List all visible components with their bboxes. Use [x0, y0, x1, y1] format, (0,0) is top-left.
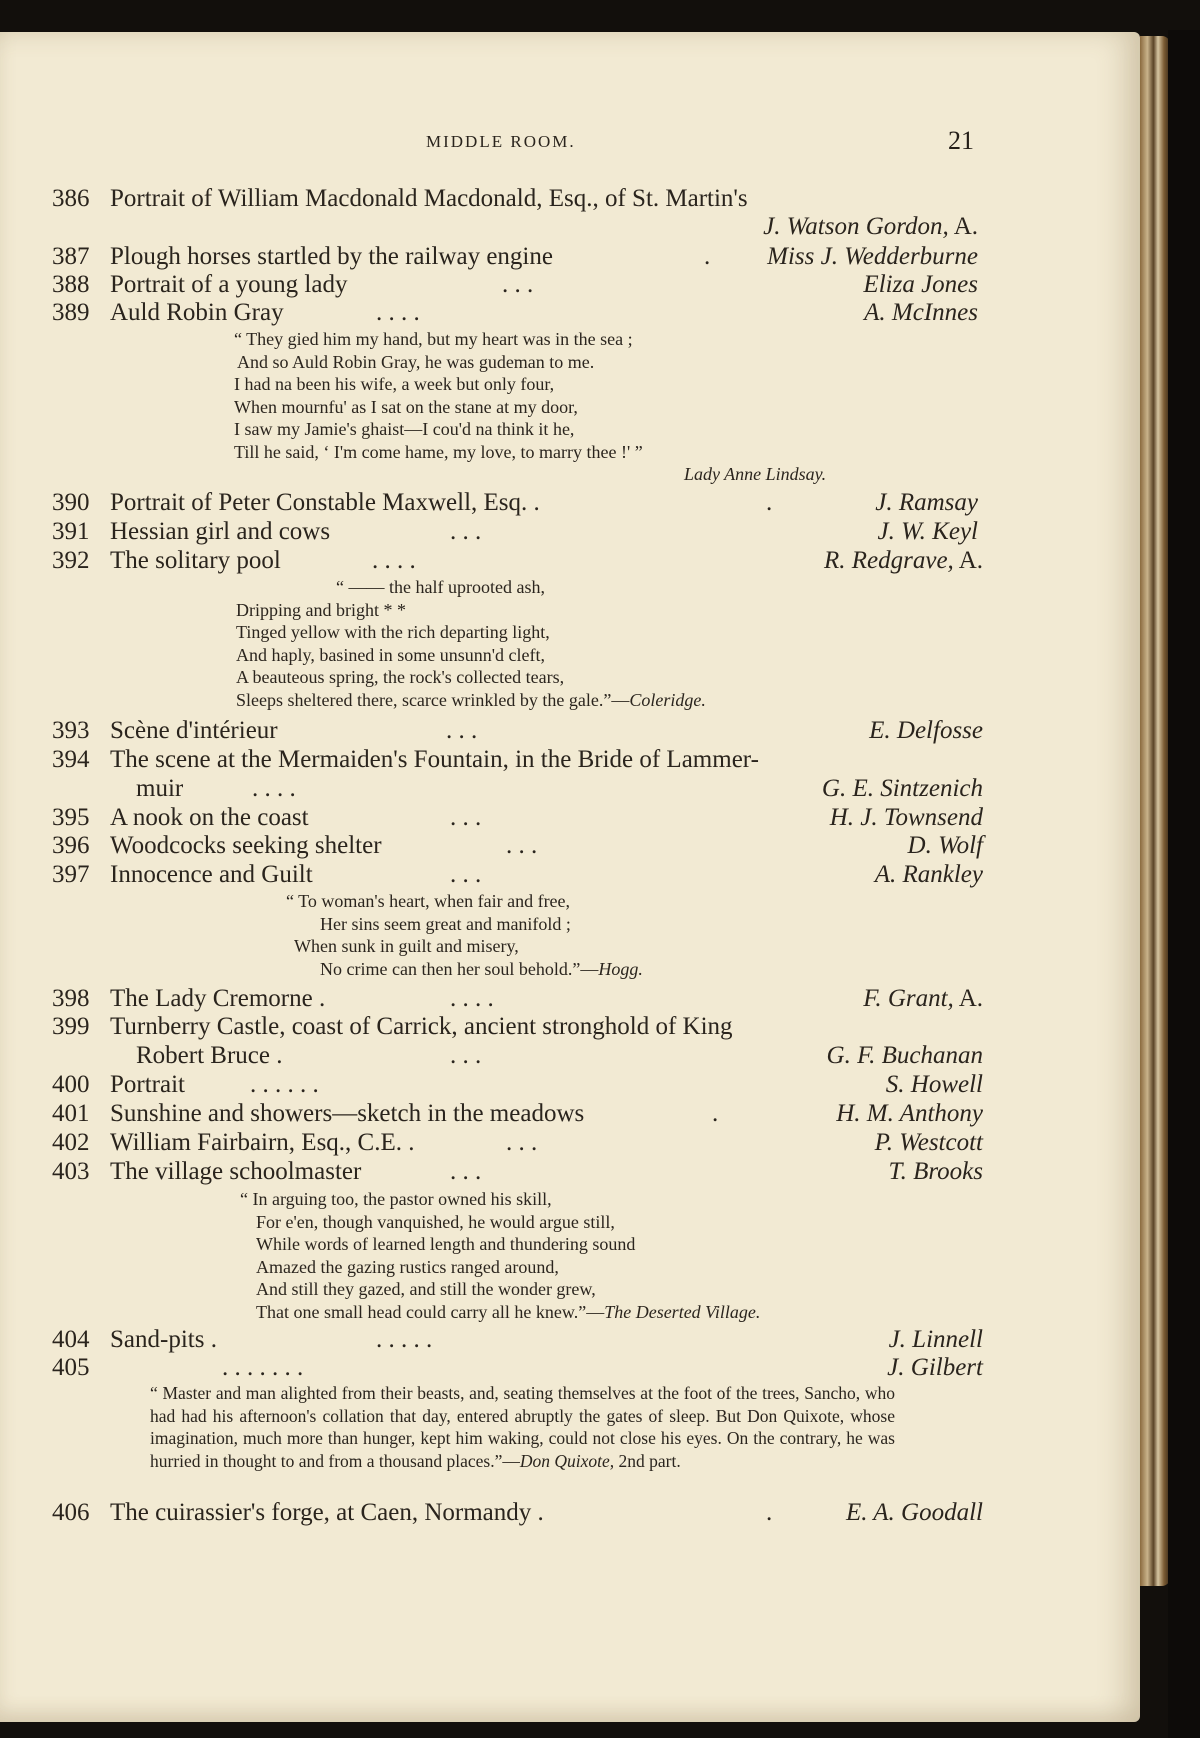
page-edge [1140, 36, 1170, 1586]
artist-name: S. Howell [885, 1071, 983, 1098]
artist-name: P. Westcott [874, 1129, 983, 1156]
artist-suffix: A. [958, 547, 983, 574]
entry-number: 401 [52, 1100, 90, 1127]
quote-line: I saw my Jamie's ghaist—I cou'd na think it he, [234, 419, 575, 439]
catalogue-entry-390 [0, 488, 1140, 518]
quote-attribution-suffix: 2nd part. [618, 1450, 681, 1471]
page-header [0, 126, 1140, 166]
artist-name: J. Gilbert [887, 1354, 983, 1381]
running-head: MIDDLE ROOM. [426, 132, 576, 151]
leader-dots: . . . [450, 1042, 482, 1069]
leader-dots: . . . . [376, 299, 420, 326]
entry-title: The scene at the Mermaiden's Fountain, in the Bride of Lammer- [110, 746, 759, 773]
entry-title-continued: muir [136, 775, 184, 802]
leader-dots: . [712, 1100, 719, 1127]
quote-attribution: Coleridge. [629, 689, 706, 710]
artist-name: Eliza Jones [863, 271, 978, 298]
entry-title: Auld Robin Gray [110, 299, 284, 326]
catalogue-entry-387 [0, 242, 1140, 272]
entry-title: Woodcocks seeking shelter [110, 832, 382, 859]
quote-line: That one small head could carry all he knew.”— [256, 1301, 605, 1322]
quote-line: Till he said, ‘ I'm come hame, my love, to marry thee !' ” [234, 441, 643, 462]
entry-title: Turnberry Castle, coast of Carrick, ancient stronghold of King [110, 1013, 733, 1040]
entry-number: 387 [52, 243, 90, 270]
artist-name: G. E. Sintzenich [821, 775, 983, 802]
entry-number: 393 [52, 717, 90, 744]
catalogue-entry-386 [0, 184, 1140, 214]
quote-line: And haply, basined in some unsunn'd cleft, [236, 644, 546, 665]
artist-name: J. Ramsay [875, 489, 978, 516]
catalogue-entry-391 [0, 517, 1140, 547]
entry-number: 388 [52, 271, 90, 298]
catalogue-entry-392 [0, 546, 1140, 576]
quote-line: “ They gied him my hand, but my heart was in the sea ; [234, 329, 633, 349]
catalogue-entry-398 [0, 984, 1140, 1014]
catalogue-entry-399 [0, 1012, 1140, 1042]
entry-title: Portrait [110, 1071, 185, 1098]
quote-line: “ —— the half uprooted ash, [336, 577, 545, 597]
catalogue-entry-386-artist-line [0, 212, 1140, 242]
quote-attribution: Hogg. [598, 958, 643, 979]
catalogue-entry-399-continued [0, 1041, 1140, 1071]
entry-number: 390 [52, 489, 90, 516]
entry-title: The cuirassier's forge, at Caen, Normandy . [110, 1499, 544, 1526]
catalogue-entry-388 [0, 270, 1140, 300]
artist-suffix: A. [953, 213, 978, 240]
leader-dots: . [704, 243, 711, 270]
artist-name: R. Redgrave, [824, 547, 954, 574]
entry-title: William Fairbairn, Esq., C.E. . [110, 1129, 415, 1156]
entry-number: 405 [52, 1354, 90, 1381]
catalogue-entry-400 [0, 1070, 1140, 1100]
leader-dots: . . . . . . . [222, 1354, 304, 1381]
entry-number: 396 [52, 832, 90, 859]
entry-title: Innocence and Guilt [110, 861, 313, 888]
quote-389 [234, 328, 826, 486]
artist-name: F. Grant, [863, 985, 954, 1012]
artist-name: J. Watson Gordon, [763, 213, 949, 240]
quote-392 [236, 576, 706, 711]
leader-dots: . . . [450, 804, 482, 831]
entry-title: A nook on the coast [110, 804, 309, 831]
artist-name: A. McInnes [864, 299, 978, 326]
entry-number: 399 [52, 1013, 90, 1040]
leader-dots: . . . [450, 1158, 482, 1185]
leader-dots: . . . [506, 832, 538, 859]
catalogue-entry-394-continued [0, 774, 1140, 804]
entry-title: Plough horses startled by the railway engine [110, 243, 553, 270]
leader-dots: . [766, 1499, 773, 1526]
leader-dots: . . . . [372, 547, 416, 574]
artist-name: A. Rankley [874, 861, 983, 888]
quote-line: Tinged yellow with the rich departing light, [236, 622, 550, 642]
entry-title-continued: Robert Bruce . [136, 1042, 283, 1069]
entry-title: The village schoolmaster [110, 1158, 362, 1185]
quote-text: “ Master and man alighted from their beasts, and, seating themselves at the foot of the trees, Sancho, who had had his afternoon's collation that day, entered abruptly the gates of sleep. But Don Quixote, whose imagination, much more than hunger, kept him waking, could not close his eyes. On the contrary, he was hurried in thought to and from a thousand places.”— [150, 1383, 895, 1471]
catalogue-entry-396 [0, 831, 1140, 861]
artist-name: D. Wolf [907, 832, 983, 859]
artist-suffix: A. [958, 985, 983, 1012]
leader-dots: . [766, 489, 773, 516]
quote-line: For e'en, though vanquished, he would argue still, [256, 1211, 615, 1232]
quote-attribution: Lady Anne Lindsay. [684, 464, 827, 484]
leader-dots: . . . [450, 861, 482, 888]
leader-dots: . . . [450, 518, 482, 545]
artist-name: E. Delfosse [869, 717, 983, 744]
catalogue-entry-395 [0, 803, 1140, 833]
entry-title: The Lady Cremorne . [110, 985, 326, 1012]
entry-title: Sand-pits . [110, 1326, 217, 1353]
catalogue-entry-403 [0, 1157, 1140, 1187]
background-edge [1168, 30, 1200, 1738]
leader-dots: . . . [446, 717, 478, 744]
quote-attribution: The Deserted Village. [604, 1301, 761, 1322]
artist-name: H. M. Anthony [836, 1100, 983, 1127]
quote-line: Amazed the gazing rustics ranged around, [256, 1256, 559, 1277]
entry-title: Portrait of William Macdonald Macdonald, Esq., of St. Martin's [110, 185, 748, 212]
quote-line: When mournfu' as I sat on the stane at my door, [234, 396, 578, 417]
catalogue-entry-393 [0, 716, 1140, 746]
artist-name: G. F. Buchanan [826, 1042, 983, 1069]
entry-number: 386 [52, 185, 90, 212]
entry-number: 400 [52, 1071, 90, 1098]
page-number: 21 [948, 126, 974, 155]
leader-dots: . . . [506, 1129, 538, 1156]
quote-line: And so Auld Robin Gray, he was gudeman to me. [237, 351, 595, 372]
quote-line: Sleeps sheltered there, scarce wrinkled by the gale.”— [236, 689, 630, 710]
entry-number: 398 [52, 985, 90, 1012]
quote-line: Dripping and bright * * [236, 599, 406, 620]
leader-dots: . . . [502, 271, 534, 298]
artist-name: J. W. Keyl [877, 518, 978, 545]
quote-line: Her sins seem great and manifold ; [320, 913, 571, 934]
catalogue-entry-397 [0, 860, 1140, 890]
entry-number: 402 [52, 1129, 90, 1156]
entry-number: 394 [52, 746, 90, 773]
quote-line: While words of learned length and thundering sound [256, 1234, 636, 1254]
catalogue-entry-389 [0, 298, 1140, 328]
entry-title: Portrait of a young lady [110, 271, 348, 298]
leader-dots: . . . . [252, 775, 296, 802]
artist-name: H. J. Townsend [829, 804, 983, 831]
catalogue-entry-406 [0, 1498, 1140, 1528]
quote-line: “ In arguing too, the pastor owned his skill, [240, 1189, 552, 1209]
entry-number: 389 [52, 299, 90, 326]
artist-name: T. Brooks [888, 1158, 983, 1185]
entry-title: Hessian girl and cows [110, 518, 331, 545]
catalogue-entry-402 [0, 1128, 1140, 1158]
artist-name: J. Linnell [888, 1326, 983, 1353]
catalogue-entry-394 [0, 745, 1140, 775]
quote-line: A beauteous spring, the rock's collected tears, [236, 667, 565, 687]
catalogue-entry-405 [0, 1353, 1140, 1383]
quote-attribution: Don Quixote, [519, 1450, 615, 1471]
quote-line: “ To woman's heart, when fair and free, [286, 891, 571, 911]
quote-line: I had na been his wife, a week but only four, [234, 374, 555, 394]
catalogue-entry-404 [0, 1325, 1140, 1355]
quote-403 [240, 1188, 760, 1323]
entry-number: 403 [52, 1158, 90, 1185]
quote-line: No crime can then her soul behold.”— [320, 958, 599, 979]
entry-number: 397 [52, 861, 90, 888]
quote-397 [286, 890, 643, 980]
entry-number: 404 [52, 1326, 90, 1353]
entry-title: Sunshine and showers—sketch in the meadows [110, 1100, 585, 1127]
entry-number: 406 [52, 1499, 90, 1526]
artist-name: Miss J. Wedderburne [767, 243, 978, 270]
quote-line: When sunk in guilt and misery, [294, 936, 519, 956]
leader-dots: . . . . [450, 985, 494, 1012]
catalogue-entry-401 [0, 1099, 1140, 1129]
entry-number: 391 [52, 518, 90, 545]
entry-title: Portrait of Peter Constable Maxwell, Esq. . [110, 489, 540, 516]
quote-405 [150, 1382, 895, 1472]
entry-title: The solitary pool [110, 547, 281, 574]
artist-name: E. A. Goodall [845, 1499, 983, 1526]
entry-title: Scène d'intérieur [110, 717, 278, 744]
quote-line: And still they gazed, and still the wonder grew, [256, 1279, 596, 1299]
entry-number: 392 [52, 547, 90, 574]
entry-number: 395 [52, 804, 90, 831]
leader-dots: . . . . . . [250, 1071, 319, 1098]
leader-dots: . . . . . [376, 1326, 433, 1353]
